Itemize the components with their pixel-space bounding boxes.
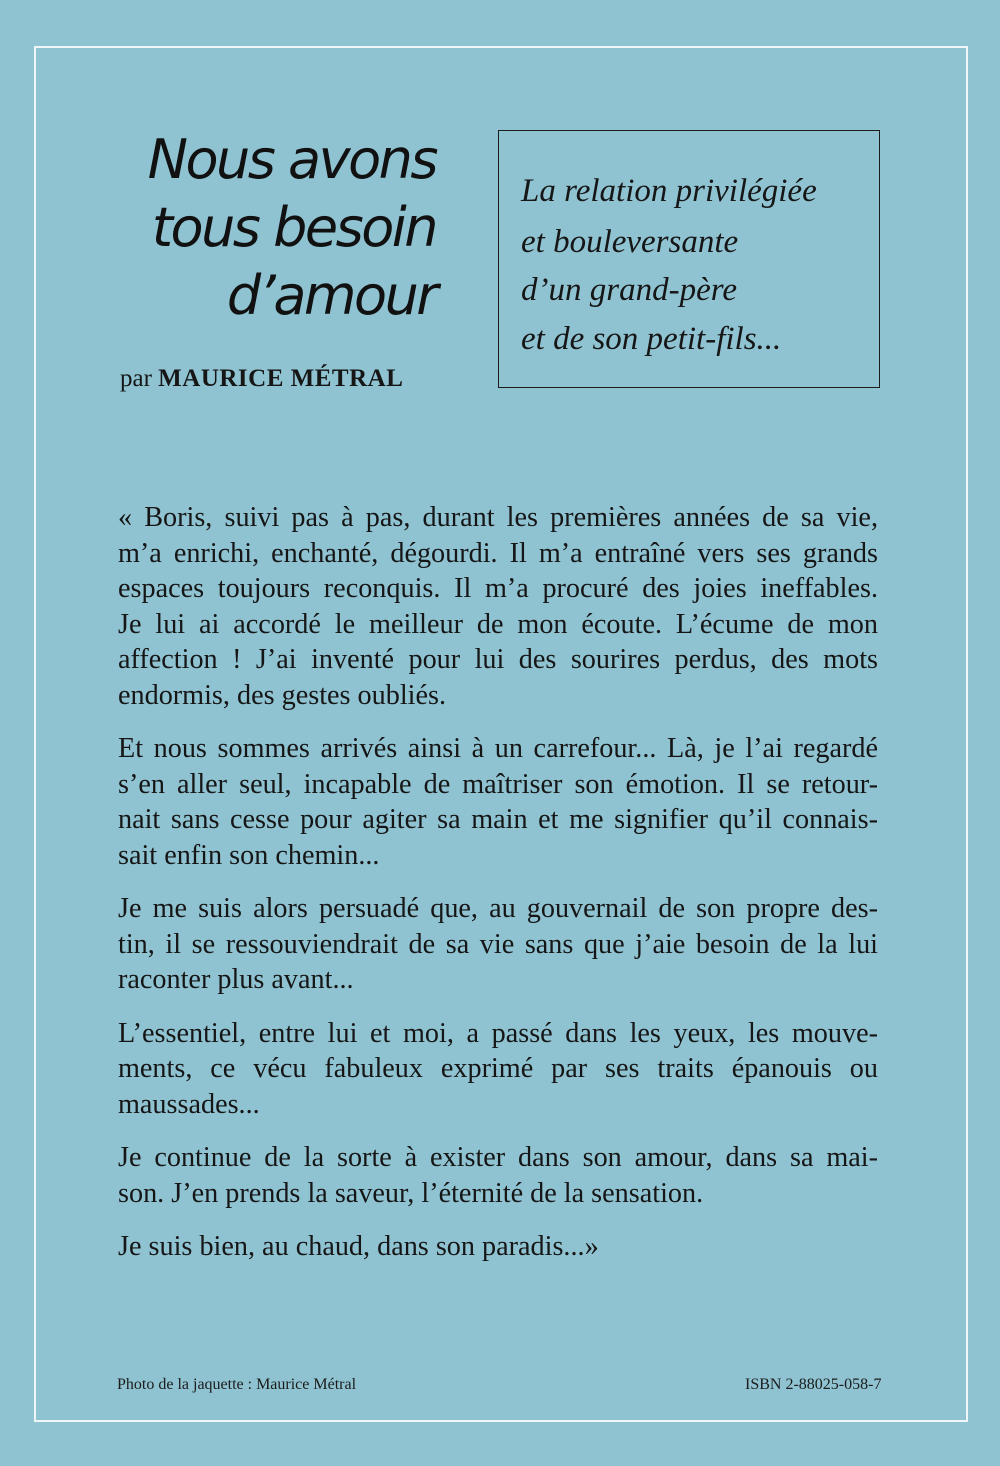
excerpt-paragraph [118,1016,878,1123]
tagline-line: et bouleversante [521,224,739,260]
text-line: ments, ce vécu fabuleux exprimé par ses traits épanouis ou [118,1053,878,1084]
excerpt-paragraph [118,500,878,713]
tagline-line: d’un grand-père [521,272,737,308]
text-line: tin, il se ressouviendrait de sa vie sans que j’aie besoin de la lui [118,928,878,960]
photo-credit: Photo de la jaquette : Maurice Métral [117,1376,357,1393]
text-line: Je lui ai accordé le meilleur de mon écoute. L’écume de mon [118,608,878,640]
title-line: Nous avons [147,128,436,191]
author-prefix: par [120,365,152,392]
excerpt-paragraph [118,731,878,873]
text-line: L’essentiel, entre lui et moi, a passé dans les yeux, les mouve- [118,1017,878,1049]
text-line: affection ! J’ai inventé pour lui des sourires perdus, des mots [118,644,878,675]
tagline-line: et de son petit-fils... [521,321,782,357]
text-line: m’a enrichi, enchanté, dégourdi. Il m’a entraîné vers ses grands [118,537,878,569]
text-line: Je continue de la sorte à exister dans son amour, dans sa mai- [118,1142,878,1173]
text-line: son. J’en prends la saveur, l’éternité de la sensation. [118,1177,704,1209]
text-line: nait sans cesse pour agiter sa main et me signifier qu’il connais- [118,804,878,835]
text-line: « Boris, suivi pas à pas, durant les premières années de sa vie, [118,502,878,533]
author-name: MAURICE MÉTRAL [158,365,404,392]
book-title [96,126,436,330]
text-line: maussades... [118,1088,260,1120]
excerpt-paragraph [118,1140,878,1211]
tagline-line: La relation privilégiée [521,173,817,209]
text-line: raconter plus avant... [118,964,354,995]
title-line: tous besoin [151,196,436,259]
title-line: d’amour [226,264,436,327]
text-line: espaces toujours reconquis. Il m’a procuré des joies ineffables. [118,573,878,604]
isbn-number: ISBN 2-88025-058-7 [745,1376,882,1393]
excerpt-body [118,500,878,1283]
excerpt-paragraph [118,1229,878,1265]
text-line: sait enfin son chemin... [118,839,380,871]
text-line: Et nous sommes arrivés ainsi à un carrefour... Là, je l’ai regardé [118,733,878,764]
tagline-box [498,130,880,388]
text-line: endormis, des gestes oubliés. [118,679,447,711]
text-line: Je suis bien, au chaud, dans son paradis...» [118,1231,599,1262]
author-credit [120,362,440,396]
excerpt-paragraph [118,891,878,998]
text-line: s’en aller seul, incapable de maîtriser son émotion. Il se retour- [118,768,878,800]
text-line: Je me suis alors persuadé que, au gouvernail de son propre des- [118,893,878,924]
